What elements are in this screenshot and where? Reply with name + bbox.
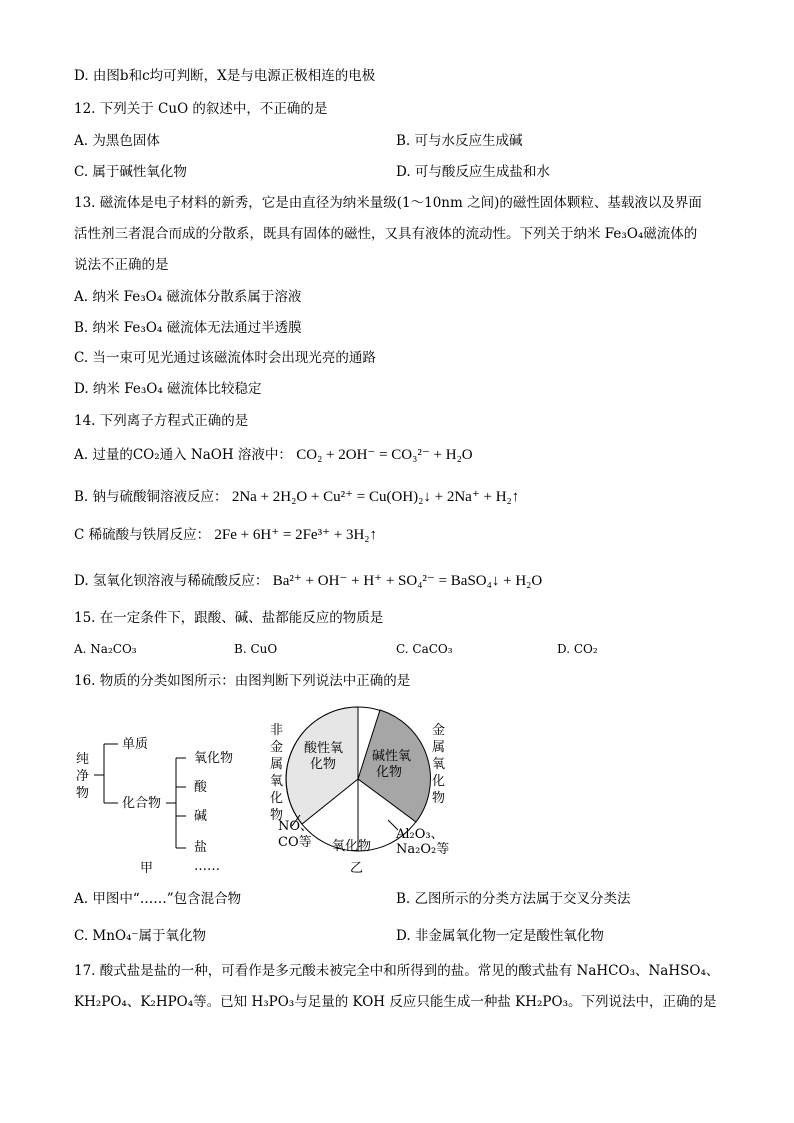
- yi-left-char-5: 化: [270, 791, 284, 806]
- q15-option-b: B. CuO: [234, 642, 278, 656]
- q14-option-a-equation: CO₂ + 2OH⁻ = CO₃²⁻ + H₂O: [296, 447, 473, 463]
- jia-child-oxide: 氧化物: [194, 751, 234, 766]
- q16-option-d: D. 非金属氧化物一定是酸性氧化物: [396, 928, 604, 944]
- jia-child-salt: 盐: [194, 840, 208, 855]
- jia-child-base: 碱: [194, 809, 208, 824]
- jia-child-ellipsis: ……: [194, 859, 220, 874]
- q17-stem-line-1: 17. 酸式盐是盐的一种，可看作是多元酸未被完全中和所得到的盐。常见的酸式盐有 NaHCO₃、NaHSO₄、: [74, 963, 720, 979]
- q12-option-a: A. 为黑色固体: [74, 133, 160, 149]
- yi-left-char-4: 氧: [270, 774, 284, 789]
- yi-left-char-3: 属: [270, 757, 284, 772]
- yi-right-char-4: 化: [432, 774, 446, 789]
- q14-option-a: [74, 446, 473, 465]
- q16-option-c: C. MnO₄⁻属于氧化物: [74, 928, 207, 944]
- q14-option-b: [74, 488, 519, 507]
- q13-stem-line-3: 说法不正确的是: [74, 257, 169, 273]
- q14-option-b-equation: 2Na + 2H₂O + Cu²⁺ = Cu(OH)₂↓ + 2Na⁺ + H₂↑: [231, 489, 520, 505]
- q14-stem: 14. 下列离子方程式正确的是: [74, 413, 249, 429]
- q16-stem: 16. 物质的分类如图所示：由图判断下列说法中正确的是: [74, 673, 411, 689]
- q14-option-c: [74, 526, 377, 545]
- yi-basic-line-2: 化物: [376, 765, 403, 780]
- jia-child-acid: 酸: [194, 780, 208, 795]
- jia-root-char-1: 纯: [76, 752, 90, 767]
- q16-option-b: B. 乙图所示的分类方法属于交叉分类法: [396, 891, 631, 907]
- q14-option-c-label: C 稀硫酸与铁屑反应：: [74, 527, 211, 543]
- q14-option-d-label: D. 氢氧化钡溶液与稀硫酸反应：: [74, 573, 269, 589]
- yi-left-char-6: 物: [270, 808, 284, 823]
- yi-co-label: CO等: [278, 835, 312, 850]
- q13-stem-line-1: 13. 磁流体是电子材料的新秀，它是由直径为纳米量级(1～10nm 之间)的磁性固体颗粒、基载液以及界面: [74, 195, 702, 211]
- jia-compound: 化合物: [122, 796, 162, 811]
- q13-option-d: D. 纳米 Fe₃O₄ 磁流体比较稳定: [74, 381, 262, 397]
- q15-option-a: A. Na₂CO₃: [74, 642, 137, 656]
- q14-option-b-label: B. 钠与硫酸铜溶液反应：: [74, 489, 228, 505]
- q16-figure-jia: [70, 700, 450, 890]
- jia-root-char-2: 净: [76, 769, 90, 784]
- q13-option-c: C. 当一束可见光通过该磁流体时会出现光亮的通路: [74, 350, 376, 366]
- jia-root-char-3: 物: [76, 786, 90, 801]
- jia-caption: 甲: [140, 861, 154, 876]
- q12-option-b: B. 可与水反应生成碱: [396, 133, 523, 149]
- q12-option-c: C. 属于碱性氧化物: [74, 164, 187, 180]
- yi-left-char-1: 非: [270, 723, 284, 738]
- yi-na2o2-label: Na₂O₂等: [396, 842, 450, 857]
- q15-option-c: C. CaCO₃: [396, 642, 453, 656]
- q13-option-a: A. 纳米 Fe₃O₄ 磁流体分散系属于溶液: [74, 289, 302, 305]
- yi-caption: 乙: [350, 861, 364, 876]
- q15-stem: 15. 在一定条件下，跟酸、碱、盐都能反应的物质是: [74, 610, 384, 626]
- yi-oxide-label: 氧化物: [332, 839, 372, 854]
- jia-simple-substance: 单质: [122, 737, 149, 752]
- q14-option-a-label: A. 过量的CO₂通入 NaOH 溶液中：: [74, 447, 292, 463]
- yi-right-char-2: 属: [432, 740, 446, 755]
- yi-right-char-3: 氧: [432, 757, 446, 772]
- q13-stem-line-2: 活性剂三者混合而成的分散系，既具有固体的磁性，又具有液体的流动性。下列关于纳米 Fe₃O₄磁流体的: [74, 226, 698, 242]
- yi-left-char-2: 金: [270, 740, 284, 755]
- q16-option-a: A. 甲图中“……”包含混合物: [74, 891, 242, 907]
- yi-right-char-1: 金: [432, 723, 446, 738]
- yi-acidic-line-1: 酸性氧: [304, 741, 344, 756]
- yi-al2o3-label: Al₂O₃、: [396, 827, 444, 842]
- yi-acidic-line-2: 化物: [310, 757, 337, 772]
- q14-option-d-equation: Ba²⁺ + OH⁻ + H⁺ + SO₄²⁻ = BaSO₄↓ + H₂O: [272, 573, 543, 589]
- q11-option-d: D. 由图b和c均可判断，X是与电源正极相连的电极: [74, 68, 376, 84]
- yi-no-label: NO、: [278, 819, 314, 834]
- q12-stem: 12. 下列关于 CuO 的叙述中，不正确的是: [74, 101, 328, 117]
- q15-option-d: D. CO₂: [557, 642, 598, 656]
- q13-option-b: B. 纳米 Fe₃O₄ 磁流体无法通过半透膜: [74, 320, 302, 336]
- q14-option-c-equation: 2Fe + 6H⁺ = 2Fe³⁺ + 3H₂↑: [214, 527, 378, 543]
- yi-basic-line-1: 碱性氧: [372, 749, 412, 764]
- q17-stem-line-2: KH₂PO₄、K₂HPO₄等。已知 H₃PO₃与足量的 KOH 反应只能生成一种盐 KH₂PO₃。下列说法中，正确的是: [74, 994, 717, 1010]
- q12-option-d: D. 可与酸反应生成盐和水: [396, 164, 550, 180]
- yi-right-char-5: 物: [432, 791, 446, 806]
- q14-option-d: [74, 572, 542, 591]
